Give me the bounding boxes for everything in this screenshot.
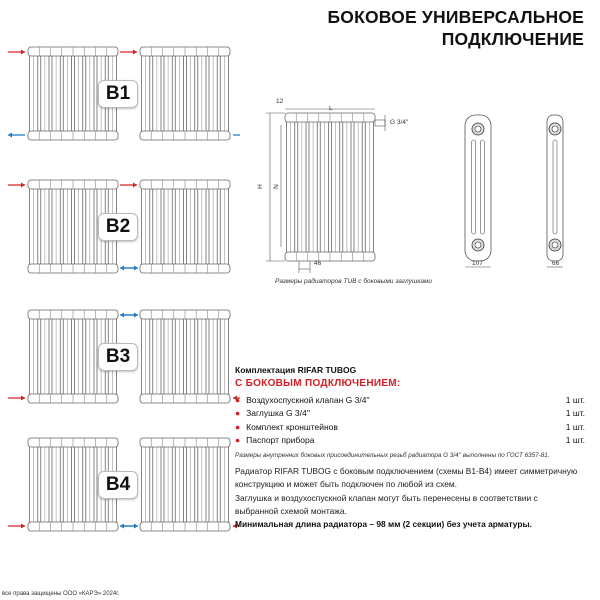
kit-item-qty: 1 шт. bbox=[565, 408, 585, 419]
dim-46: 46 bbox=[314, 260, 322, 267]
radiator-icon bbox=[140, 310, 230, 403]
supply-arrow-icon bbox=[120, 50, 137, 55]
description-p2: Заглушка и воздухоспускной клапан могут быть перенесены в соответствии с выбранной схемой монтажа. bbox=[235, 492, 538, 516]
bullet-icon: ● bbox=[235, 435, 241, 446]
kit-item-qty: 1 шт. bbox=[565, 435, 585, 446]
supply-arrow-icon bbox=[8, 396, 25, 401]
side-view-107 bbox=[465, 115, 491, 267]
dim-g: G 3/4'' bbox=[390, 119, 409, 126]
radiator-icon bbox=[285, 113, 375, 261]
bullet-icon: ● bbox=[235, 394, 241, 405]
scheme-label: B2 bbox=[98, 213, 138, 241]
dim-12: 12 bbox=[276, 98, 284, 105]
description bbox=[235, 465, 583, 531]
page-title: БОКОВОЕ УНИВЕРСАЛЬНОЕ ПОДКЛЮЧЕНИЕ bbox=[327, 7, 584, 49]
kit-heading: Комплектация RIFAR TUBOG bbox=[235, 365, 357, 375]
kit-item bbox=[235, 434, 585, 448]
dim-n: N bbox=[272, 184, 280, 189]
dim-107: 107 bbox=[472, 260, 483, 267]
description-p1: Радиатор RIFAR TUBOG с боковым подключением (схемы В1-В4) имеет симметричную конструкцию и может быть подключен по любой из схем. bbox=[235, 466, 578, 490]
dim-66: 66 bbox=[552, 260, 560, 267]
kit-subheading: С БОКОВЫМ ПОДКЛЮЧЕНИЕМ: bbox=[235, 378, 401, 389]
scheme-label: B1 bbox=[98, 80, 138, 108]
dim-l: L bbox=[329, 105, 333, 112]
dim-h: H bbox=[256, 184, 264, 189]
return-arrow-icon bbox=[8, 133, 25, 138]
radiator-icon bbox=[140, 438, 230, 531]
supply-arrow-icon bbox=[8, 50, 25, 55]
kit-item-name: Комплект кронштейнов bbox=[246, 421, 338, 432]
return-arrow-icon bbox=[233, 133, 240, 138]
kit-note: Размеры внутренних боковых присоединительных резьб радиатора G 3/4'' выполнены по ГОСТ 6357-81. bbox=[235, 452, 550, 459]
supply-arrow-icon bbox=[120, 183, 137, 188]
kit-item bbox=[235, 407, 585, 421]
radiator-icon bbox=[140, 47, 230, 140]
kit-item-name: Заглушка G 3/4'' bbox=[246, 408, 310, 419]
bullet-icon: ● bbox=[235, 421, 241, 432]
kit-section bbox=[235, 365, 585, 459]
kit-item-qty: 1 шт. bbox=[565, 394, 585, 405]
scheme-label: B4 bbox=[98, 471, 138, 499]
kit-item-name: Паспорт прибора bbox=[246, 435, 315, 446]
bullet-icon: ● bbox=[235, 408, 241, 419]
side-view-66 bbox=[547, 115, 563, 267]
drawing-caption: Размеры радиаторов TUB с боковыми заглушками bbox=[275, 278, 433, 285]
radiator-icon bbox=[140, 180, 230, 273]
kit-item-name: Воздухоспускной клапан G 3/4'' bbox=[246, 394, 370, 405]
kit-item bbox=[235, 393, 585, 407]
supply-arrow-icon bbox=[8, 183, 25, 188]
kit-item-qty: 1 шт. bbox=[565, 421, 585, 432]
scheme-label: B3 bbox=[98, 343, 138, 371]
kit-item bbox=[235, 420, 585, 434]
dimension-drawing bbox=[250, 95, 600, 280]
copyright: все права защищены ООО «КАРЭ» 2024г. bbox=[2, 591, 120, 597]
supply-arrow-icon bbox=[8, 524, 25, 529]
description-p3: Минимальная длина радиатора – 98 мм (2 секции) без учета арматуры. bbox=[235, 519, 532, 530]
